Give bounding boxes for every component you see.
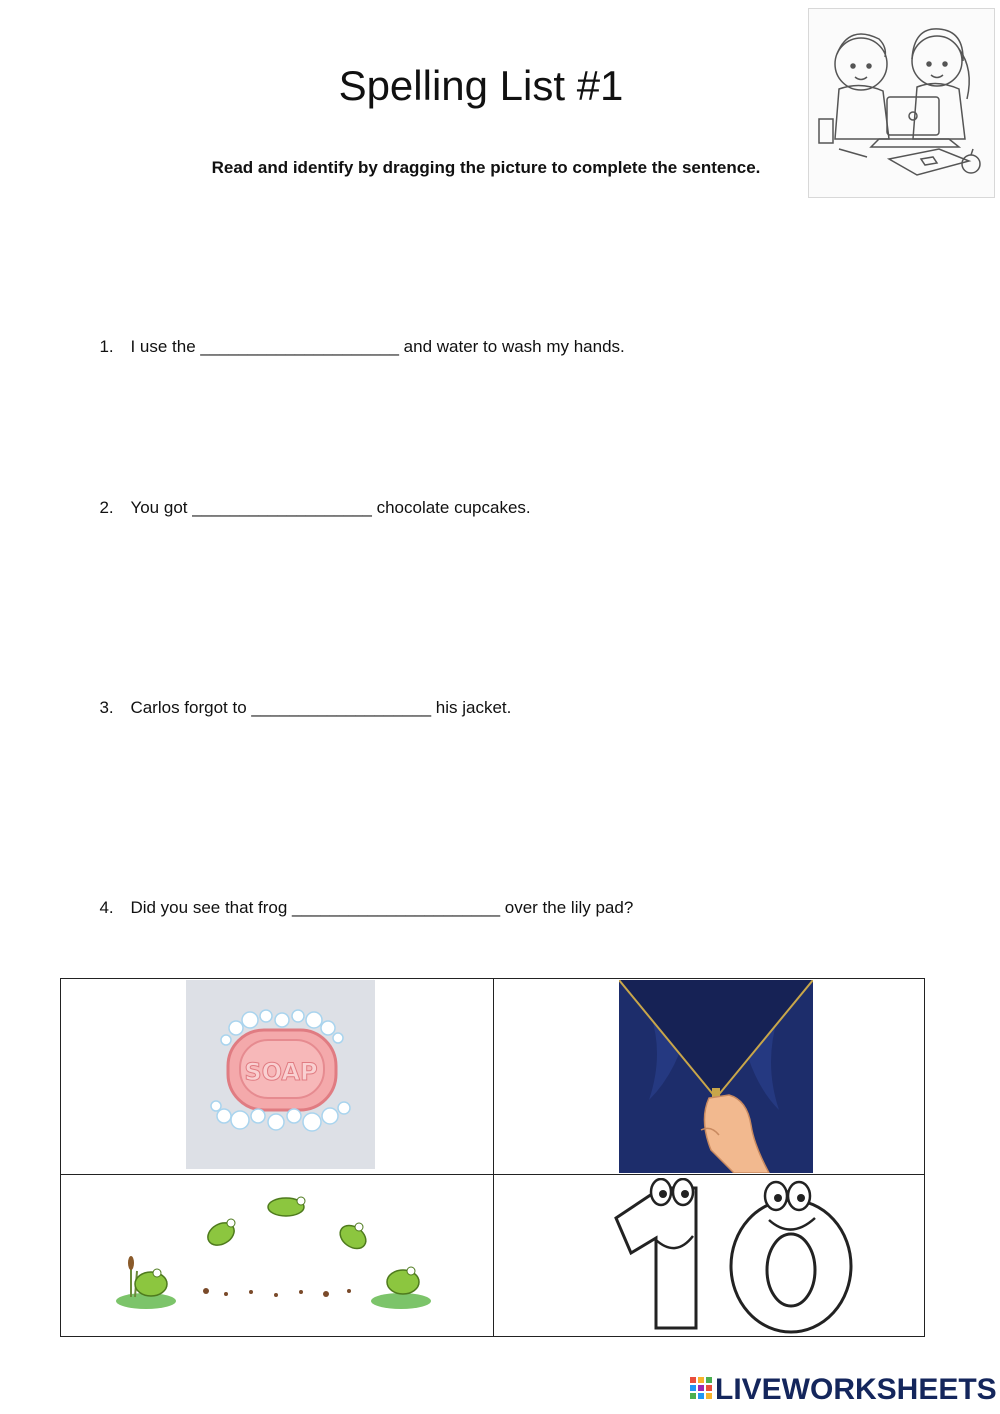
- question-text: You got ___________________ chocolate cupcakes.: [130, 498, 531, 517]
- table-divider: [493, 979, 494, 1336]
- brand-name: LIVEWORKSHEETS: [715, 1373, 997, 1406]
- soap-picture[interactable]: [186, 980, 375, 1169]
- jumping-frogs-picture[interactable]: [101, 1179, 451, 1334]
- question-text: Did you see that frog ______________________ over the lily pad?: [130, 898, 634, 917]
- question-number: 2.: [99, 498, 114, 517]
- question-text: Carlos forgot to ___________________ his jacket.: [130, 698, 512, 717]
- question-number: 3.: [99, 698, 114, 717]
- question-1: [90, 317, 625, 357]
- question-number: 4.: [99, 898, 114, 917]
- instructions: Read and identify by dragging the picture to complete the sentence.: [211, 158, 761, 177]
- number-ten-picture[interactable]: [601, 1178, 861, 1335]
- question-text: I use the _____________________ and water to wash my hands.: [130, 337, 625, 356]
- kids-laptop-illustration: [808, 8, 995, 198]
- question-3: [90, 678, 511, 718]
- liveworksheets-mark-icon: [690, 1377, 712, 1403]
- zipper-picture[interactable]: [619, 980, 813, 1173]
- table-divider: [61, 1174, 924, 1175]
- soap-label: SOAP: [244, 1058, 318, 1086]
- question-number: 1.: [99, 337, 114, 356]
- question-4: [90, 878, 633, 918]
- question-2: [90, 478, 531, 518]
- liveworksheets-logo: [690, 1372, 997, 1408]
- picture-table: [60, 978, 925, 1337]
- page-title: Spelling List #1: [338, 62, 624, 109]
